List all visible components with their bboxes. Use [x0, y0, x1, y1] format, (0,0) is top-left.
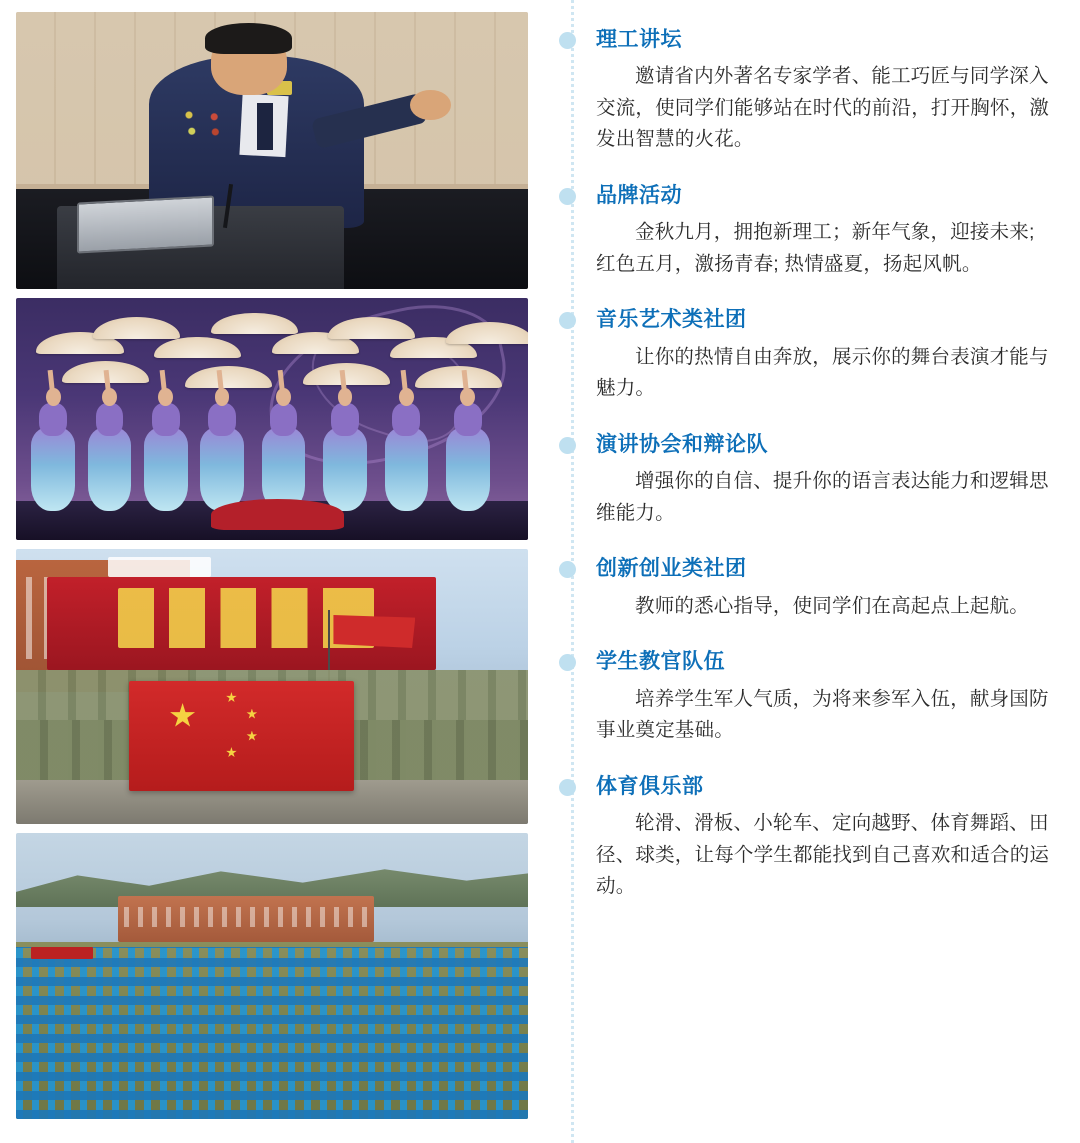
entry-title: 学生教官队伍 — [596, 650, 725, 674]
entry-body: 让你的热情自由奔放，展示你的舞台表演才能与魅力。 — [596, 345, 1049, 400]
photo2-dancer — [200, 361, 244, 511]
entry-body: 邀请省内外著名专家学者、能工巧匠与同学深入交流，使同学们能够站在时代的前沿，打开胸怀，激发出智慧的火花。 — [596, 65, 1050, 151]
entry-music-art-clubs — [596, 306, 1056, 404]
entry-innovation-clubs — [596, 555, 1056, 622]
bullet-icon — [559, 32, 576, 49]
bullet-icon — [559, 437, 576, 454]
entry-lecture-forum — [596, 26, 1056, 156]
photo1-speaker-medals — [175, 106, 231, 142]
bullet-icon — [559, 779, 576, 796]
entry-body: 教师的悉心指导，使同学们在高起点上起航。 — [635, 594, 1030, 617]
entry-speech-debate — [596, 431, 1056, 529]
entry-title: 品牌活动 — [596, 184, 682, 208]
entry-brand-activities — [596, 182, 1056, 280]
entry-title: 创新创业类社团 — [596, 557, 747, 581]
entry-body: 金秋九月，拥抱新理工；新年气象，迎接未来; 红色五月，激扬青春; 热情盛夏，扬起风帆。 — [596, 221, 1035, 275]
entry-body: 培养学生军人气质，为将来参军入伍，献身国防事业奠定基础。 — [596, 687, 1049, 742]
entry-title: 理工讲坛 — [596, 28, 682, 51]
entry-title: 体育俱乐部 — [596, 774, 704, 798]
entry-sports-club — [596, 773, 1056, 903]
photo1-speaker-tie — [257, 103, 273, 150]
photo2-dancer — [323, 361, 367, 511]
entry-title: 演讲协会和辩论队 — [596, 432, 768, 456]
photo4-red-banner — [31, 947, 92, 958]
umbrella-dance-photo — [16, 298, 528, 540]
photo1-speaker-hand — [410, 90, 451, 120]
photo2-dancer — [385, 361, 429, 511]
entry-title: 音乐艺术类社团 — [596, 308, 747, 332]
photo2-dancer — [88, 361, 132, 511]
photo2-dancer — [31, 361, 75, 511]
photo1-laptop — [77, 196, 214, 254]
photo3-small-flag — [333, 615, 415, 648]
photo2-dancer — [446, 361, 490, 511]
lecture-speaker-photo — [16, 12, 528, 289]
photo3-national-flag — [129, 681, 354, 791]
photo2-red-stage-prop — [211, 499, 344, 530]
photo4-building-windows — [124, 907, 370, 927]
entry-body: 轮滑、滑板、小轮车、定向越野、体育舞蹈、田径、球类，让每个学生都能找到自己喜欢和适合的运动。 — [596, 812, 1050, 898]
photo1-speaker-hair — [205, 23, 292, 53]
photo4-student-crowd — [16, 947, 528, 1119]
bullet-icon — [559, 188, 576, 205]
content-column — [540, 0, 1080, 1143]
entry-student-instructors — [596, 648, 1056, 746]
photo2-dancer — [262, 361, 306, 511]
photo2-dancer — [144, 361, 188, 511]
photo3-college-logo — [108, 557, 210, 576]
entry-body: 增强你的自信、提升你的语言表达能力和逻辑思维能力。 — [596, 470, 1049, 524]
mass-exercise-photo — [16, 833, 528, 1119]
flag-ceremony-photo — [16, 549, 528, 824]
